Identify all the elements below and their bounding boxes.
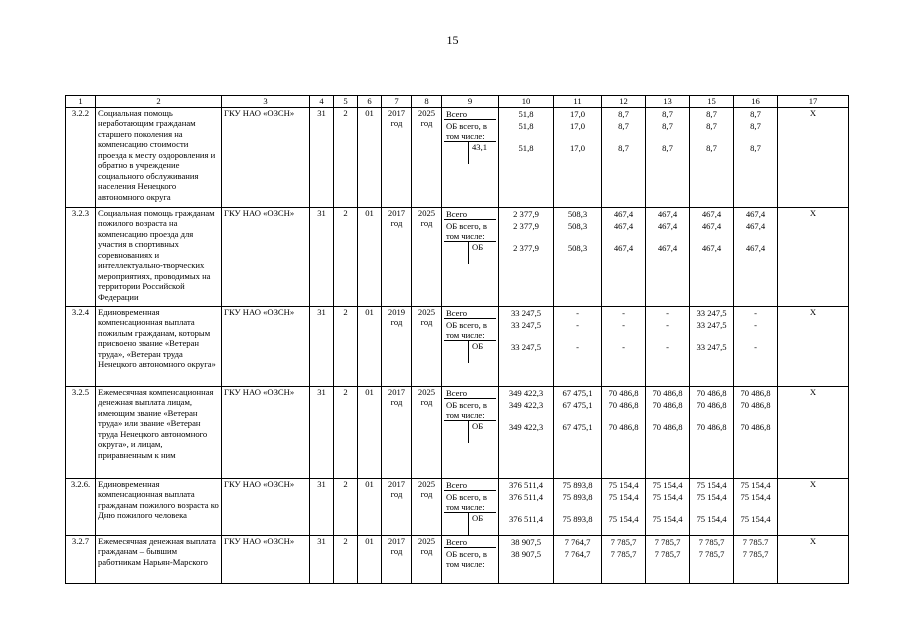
amount-value: 2 377,9	[513, 220, 539, 231]
amount-value: 51,8	[518, 108, 534, 119]
row-number: 3.2.4	[66, 306, 96, 386]
amount-value: 33 247,5	[510, 319, 542, 330]
funding-source-line	[444, 142, 496, 164]
code-cell: 31	[310, 207, 334, 306]
start-year	[382, 386, 412, 478]
amount-cell	[554, 535, 602, 583]
amount-value: -	[622, 319, 625, 330]
funding-source-line: Всего	[444, 307, 496, 319]
row-number: 3.2.6.	[66, 478, 96, 535]
amount-value: 70 486,8	[740, 387, 771, 398]
amount-cell	[602, 306, 646, 386]
year-suffix: год	[420, 489, 433, 499]
amount-value: 8,7	[750, 120, 761, 131]
year-suffix: год	[420, 218, 433, 228]
header-cell: 3	[222, 96, 310, 108]
amount-value: 508,3	[567, 220, 588, 231]
amount-value: 467,4	[745, 220, 766, 231]
header-cell: 5	[334, 96, 358, 108]
amount-value: 2 377,9	[513, 208, 539, 219]
amount-value: -	[622, 307, 625, 318]
measure-description: Ежемесячная компенсационная денежная выплата лицам, имеющим звание «Ветеран труда» или звание «Ветеран труда Ненецкого автономного округа», и лицам, приравненным к ним	[96, 386, 222, 478]
header-cell: 4	[310, 96, 334, 108]
code-cell: 31	[310, 535, 334, 583]
amount-value: 75 154,4	[652, 491, 683, 502]
amount-cell	[554, 107, 602, 207]
funding-source	[442, 207, 499, 306]
amount-cell	[646, 207, 690, 306]
amount-value: 7 785,7	[654, 548, 681, 559]
funding-source-line	[444, 421, 496, 443]
amount-value: 33 247,5	[696, 307, 727, 318]
code-cell: 01	[358, 207, 382, 306]
measure-description: Единовременная компенсационная выплата пожилым гражданам, которым присвоено звание «Ветеран труда», «Ветеран труда Ненецкого автономного округа»	[96, 306, 222, 386]
amount-cell	[499, 535, 554, 583]
measure-description: Ежемесячная денежная выплата гражданам – бывшим работникам Нарьян-Марского	[96, 535, 222, 583]
executor: ГКУ НАО «ОЗСН»	[222, 306, 310, 386]
year-value: 2025	[417, 207, 436, 218]
amount-value: 7 785,7	[610, 536, 637, 547]
code-cell: 01	[358, 306, 382, 386]
end-year	[412, 107, 442, 207]
amount-value: 349 422,3	[508, 399, 544, 410]
amount-value: -	[666, 307, 669, 318]
code-cell: 2	[334, 306, 358, 386]
header-cell: 9	[442, 96, 499, 108]
header-cell: 11	[554, 96, 602, 108]
funding-source	[442, 107, 499, 207]
funding-source-line: Всего	[444, 387, 496, 399]
amount-value: 67 475,1	[562, 387, 593, 398]
amount-cell	[646, 107, 690, 207]
table-row	[66, 386, 849, 478]
code-cell: 31	[310, 107, 334, 207]
end-year	[412, 478, 442, 535]
funding-source	[442, 306, 499, 386]
amount-value: 7 785,7	[654, 536, 681, 547]
funding-source	[442, 535, 499, 583]
measure-description: Социальная помощь гражданам пожилого возраста на компенсацию проезда для участия в спортивных соревнованиях и интеллектуально-творческих мероприятиях, проводимых на территории Российской Федерации	[96, 207, 222, 306]
amount-cell	[646, 535, 690, 583]
year-suffix: год	[420, 546, 433, 556]
amount-value: 70 486,8	[740, 399, 771, 410]
amount-value: -	[666, 341, 669, 352]
header-cell: 17	[778, 96, 849, 108]
amount-value: 508,3	[567, 242, 588, 253]
amount-value: 467,4	[613, 220, 634, 231]
code-cell: 2	[334, 478, 358, 535]
amount-value: -	[576, 307, 579, 318]
amount-value: 75 893,8	[562, 513, 593, 524]
amount-value: 70 486,8	[696, 421, 727, 432]
start-year	[382, 478, 412, 535]
amount-value: -	[754, 307, 757, 318]
funding-source-code: ОБ	[468, 341, 483, 363]
amount-value: 7 785,7	[698, 536, 725, 547]
amount-value: 75 154,4	[652, 513, 683, 524]
amount-value: 70 486,8	[696, 399, 727, 410]
amount-value: -	[576, 341, 579, 352]
code-cell: 2	[334, 386, 358, 478]
amount-value: 349 422,3	[508, 387, 544, 398]
funding-source-line: ОБ всего, в том числе:	[444, 319, 496, 341]
amount-value: 8,7	[618, 142, 629, 153]
amount-value: 8,7	[706, 108, 717, 119]
funding-source-code: ОБ	[468, 513, 483, 535]
amount-value: 8,7	[662, 120, 673, 131]
year-value: 2017	[387, 478, 406, 489]
amount-value: 33 247,5	[696, 319, 727, 330]
amount-cell	[734, 107, 778, 207]
funding-source-code: 43,1	[468, 142, 487, 164]
table-row	[66, 535, 849, 583]
amount-value: -	[754, 319, 757, 330]
amount-value: 75 154,4	[740, 479, 771, 490]
header-cell: 10	[499, 96, 554, 108]
result-mark: Х	[778, 386, 849, 478]
amount-value: 8,7	[662, 142, 673, 153]
amount-cell	[554, 478, 602, 535]
amount-value: 467,4	[701, 208, 722, 219]
amount-value: -	[576, 319, 579, 330]
year-value: 2025	[417, 306, 436, 317]
year-suffix: год	[390, 317, 403, 327]
amount-cell	[734, 478, 778, 535]
amount-value: 467,4	[657, 208, 678, 219]
amount-value: 467,4	[745, 208, 766, 219]
amount-value: 467,4	[657, 242, 678, 253]
start-year	[382, 535, 412, 583]
code-cell: 31	[310, 386, 334, 478]
amount-cell	[554, 386, 602, 478]
amount-value: 467,4	[613, 242, 634, 253]
header-cell: 15	[690, 96, 734, 108]
year-suffix: год	[420, 118, 433, 128]
amount-cell	[499, 107, 554, 207]
amount-value: 38 907,5	[510, 548, 542, 559]
amount-value: 8,7	[750, 108, 761, 119]
amount-value: 33 247,5	[510, 307, 542, 318]
header-cell: 6	[358, 96, 382, 108]
executor: ГКУ НАО «ОЗСН»	[222, 107, 310, 207]
amount-value: 67 475,1	[562, 399, 593, 410]
amount-value: 75 154,4	[608, 491, 639, 502]
amount-value: 70 486,8	[652, 387, 683, 398]
amount-value: 467,4	[745, 242, 766, 253]
amount-value: 8,7	[618, 108, 629, 119]
code-cell: 01	[358, 107, 382, 207]
row-number: 3.2.2	[66, 107, 96, 207]
amount-cell	[602, 535, 646, 583]
amount-value: 75 154,4	[696, 491, 727, 502]
header-cell: 16	[734, 96, 778, 108]
code-cell: 2	[334, 207, 358, 306]
amount-value: 7 764,7	[564, 536, 591, 547]
financing-table	[65, 95, 849, 584]
executor: ГКУ НАО «ОЗСН»	[222, 535, 310, 583]
page-number: 15	[446, 33, 459, 47]
amount-cell	[554, 207, 602, 306]
amount-value: 75 154,4	[608, 513, 639, 524]
funding-source-line: ОБ всего, в том числе:	[444, 491, 496, 513]
row-number: 3.2.3	[66, 207, 96, 306]
end-year	[412, 535, 442, 583]
amount-cell	[499, 306, 554, 386]
amount-cell	[602, 478, 646, 535]
amount-value: 70 486,8	[696, 387, 727, 398]
amount-cell	[602, 386, 646, 478]
amount-cell	[690, 107, 734, 207]
end-year	[412, 207, 442, 306]
amount-value: 467,4	[701, 220, 722, 231]
amount-cell	[734, 306, 778, 386]
executor: ГКУ НАО «ОЗСН»	[222, 478, 310, 535]
amount-value: 7 764,7	[564, 548, 591, 559]
funding-source-line: Всего	[444, 108, 496, 120]
amount-cell	[602, 207, 646, 306]
amount-value: 70 486,8	[740, 421, 771, 432]
header-cell: 13	[646, 96, 690, 108]
funding-source-line: ОБ всего, в том числе:	[444, 220, 496, 242]
amount-cell	[734, 386, 778, 478]
amount-value: 8,7	[706, 120, 717, 131]
amount-value: 376 511,4	[508, 513, 544, 524]
amount-value: 17,0	[569, 120, 586, 131]
start-year	[382, 207, 412, 306]
code-cell: 01	[358, 386, 382, 478]
result-mark: Х	[778, 535, 849, 583]
funding-source-line: ОБ всего, в том числе:	[444, 120, 496, 142]
funding-source-line: ОБ всего, в том числе:	[446, 548, 487, 569]
code-cell: 31	[310, 478, 334, 535]
end-year	[412, 306, 442, 386]
funding-source-code: ОБ	[468, 242, 483, 264]
amount-value: 2 377,9	[513, 242, 539, 253]
amount-value: -	[666, 319, 669, 330]
funding-source-line	[444, 242, 496, 264]
amount-value: 70 486,8	[652, 421, 683, 432]
year-suffix: год	[390, 397, 403, 407]
amount-cell	[499, 478, 554, 535]
amount-value: 7 785,7	[742, 548, 769, 559]
end-year	[412, 386, 442, 478]
amount-value: 75 154,4	[696, 479, 727, 490]
amount-value: 70 486,8	[608, 399, 639, 410]
result-mark: Х	[778, 207, 849, 306]
result-mark: Х	[778, 306, 849, 386]
amount-value: 349 422,3	[508, 421, 544, 432]
header-cell: 1	[66, 96, 96, 108]
amount-value: 67 475,1	[562, 421, 593, 432]
header-cell: 8	[412, 96, 442, 108]
amount-cell	[734, 535, 778, 583]
table-row	[66, 207, 849, 306]
amount-cell	[554, 306, 602, 386]
funding-source-line: ОБ всего, в том числе:	[444, 399, 496, 421]
amount-value: 17,0	[569, 108, 586, 119]
result-mark: Х	[778, 478, 849, 535]
table-row	[66, 478, 849, 535]
amount-value: 17,0	[569, 142, 586, 153]
amount-value: 8,7	[618, 120, 629, 131]
amount-value: 75 893,8	[562, 491, 593, 502]
start-year	[382, 107, 412, 207]
year-value: 2017	[387, 386, 406, 397]
amount-value: 75 154,4	[696, 513, 727, 524]
table-row	[66, 107, 849, 207]
year-value: 2017	[387, 107, 406, 118]
amount-value: 70 486,8	[652, 399, 683, 410]
year-value: 2017	[387, 535, 406, 546]
amount-value: -	[622, 341, 625, 352]
amount-value: 75 893,8	[562, 479, 593, 490]
row-number: 3.2.5	[66, 386, 96, 478]
amount-value: 38 907,5	[510, 536, 542, 547]
year-value: 2019	[387, 306, 406, 317]
funding-source-line	[444, 513, 496, 535]
amount-value: 376 511,4	[508, 491, 544, 502]
amount-cell	[734, 207, 778, 306]
amount-value: 8,7	[750, 142, 761, 153]
amount-value: 70 486,8	[608, 387, 639, 398]
funding-source	[442, 478, 499, 535]
amount-cell	[690, 535, 734, 583]
amount-value: 70 486,8	[608, 421, 639, 432]
amount-value: 8,7	[706, 142, 717, 153]
amount-value: 75 154,4	[740, 491, 771, 502]
amount-cell	[690, 478, 734, 535]
amount-value: 7 785,7	[698, 548, 725, 559]
funding-source-line	[444, 341, 496, 363]
amount-cell	[646, 306, 690, 386]
year-value: 2025	[417, 535, 436, 546]
amount-cell	[646, 386, 690, 478]
amount-cell	[499, 207, 554, 306]
code-cell: 01	[358, 478, 382, 535]
year-value: 2025	[417, 386, 436, 397]
year-suffix: год	[390, 218, 403, 228]
header-cell: 2	[96, 96, 222, 108]
amount-value: 51,8	[518, 142, 534, 153]
header-row	[66, 96, 849, 108]
amount-value: 376 511,4	[508, 479, 544, 490]
code-cell: 2	[334, 107, 358, 207]
amount-cell	[690, 386, 734, 478]
amount-value: 7 785,7	[610, 548, 637, 559]
executor: ГКУ НАО «ОЗСН»	[222, 386, 310, 478]
executor: ГКУ НАО «ОЗСН»	[222, 207, 310, 306]
year-value: 2017	[387, 207, 406, 218]
amount-value: 75 154,4	[608, 479, 639, 490]
code-cell: 31	[310, 306, 334, 386]
header-cell: 12	[602, 96, 646, 108]
amount-cell	[499, 386, 554, 478]
amount-cell	[690, 207, 734, 306]
amount-value: 467,4	[657, 220, 678, 231]
amount-value: 7 785.7	[742, 536, 769, 547]
measure-description: Единовременная компенсационная выплата гражданам пожилого возраста ко Дню пожилого человека	[96, 478, 222, 535]
amount-cell	[646, 478, 690, 535]
amount-value: 51,8	[518, 120, 534, 131]
year-suffix: год	[420, 397, 433, 407]
year-suffix: год	[390, 489, 403, 499]
year-suffix: год	[390, 118, 403, 128]
amount-value: 75 154,4	[652, 479, 683, 490]
year-value: 2025	[417, 107, 436, 118]
amount-value: 508,3	[567, 208, 588, 219]
amount-value: 75 154,4	[740, 513, 771, 524]
amount-value: 467,4	[701, 242, 722, 253]
amount-value: -	[754, 341, 757, 352]
funding-source-line: Всего	[444, 208, 496, 220]
amount-value: 467,4	[613, 208, 634, 219]
code-cell: 2	[334, 535, 358, 583]
measure-description: Социальная помощь неработающим гражданам старшего поколения на компенсацию стоимости проезда к месту оздоровления и обратно в учреждение социального обслуживания населения Ненецкого автономного округа	[96, 107, 222, 207]
funding-source-line: Всего	[444, 536, 496, 548]
row-number: 3.2.7	[66, 535, 96, 583]
funding-source-code: ОБ	[468, 421, 483, 443]
amount-value: 33 247,5	[510, 341, 542, 352]
table-row	[66, 306, 849, 386]
amount-cell	[602, 107, 646, 207]
funding-source	[442, 386, 499, 478]
amount-value: 8,7	[662, 108, 673, 119]
amount-cell	[690, 306, 734, 386]
header-cell: 7	[382, 96, 412, 108]
code-cell: 01	[358, 535, 382, 583]
start-year	[382, 306, 412, 386]
year-suffix: год	[390, 546, 403, 556]
result-mark: Х	[778, 107, 849, 207]
funding-source-line: Всего	[444, 479, 496, 491]
year-value: 2025	[417, 478, 436, 489]
year-suffix: год	[420, 317, 433, 327]
amount-value: 33 247,5	[696, 341, 727, 352]
